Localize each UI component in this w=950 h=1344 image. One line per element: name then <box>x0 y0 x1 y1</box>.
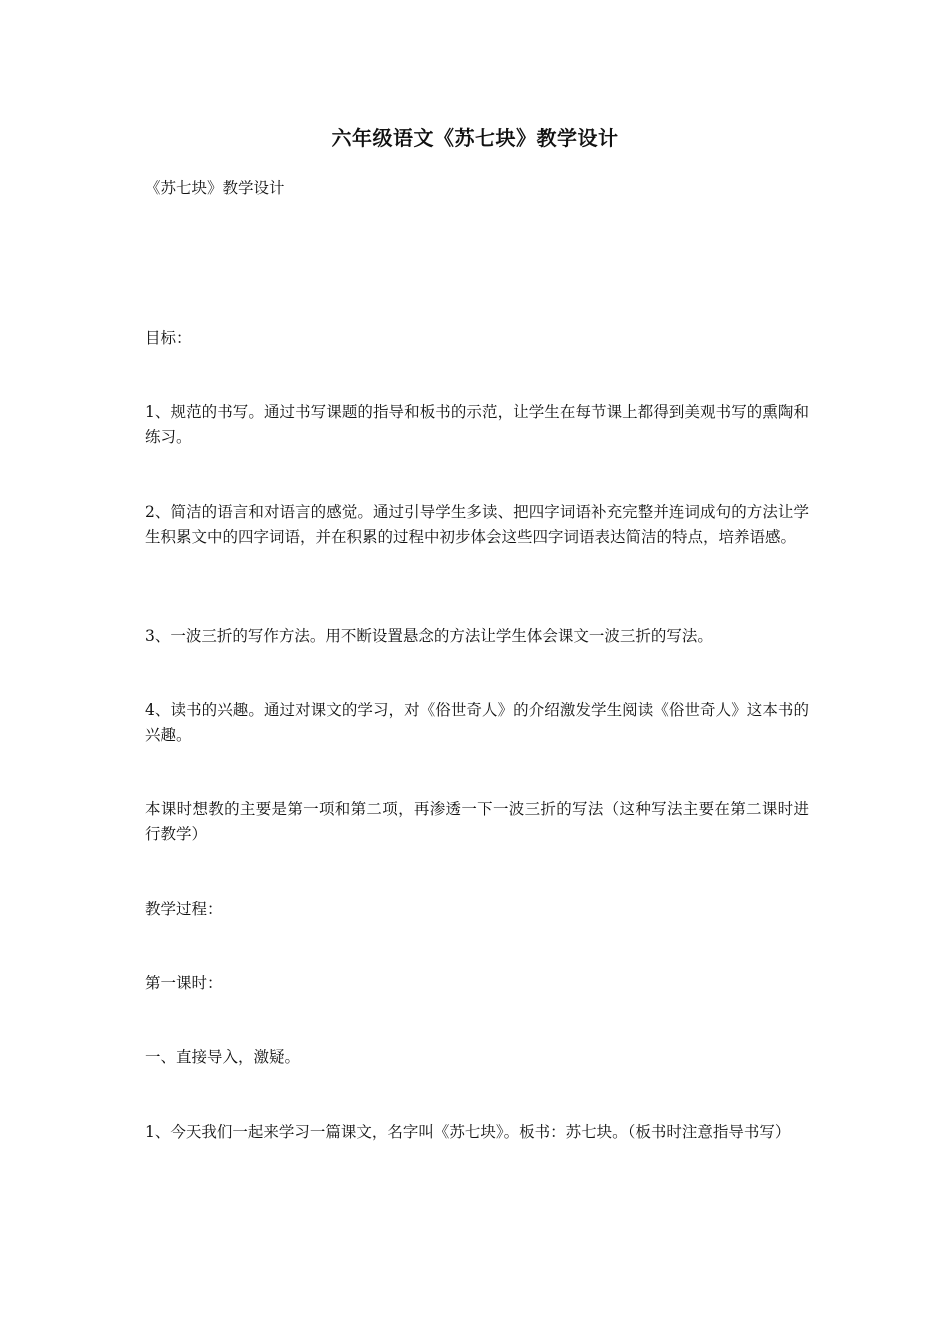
document-title: 六年级语文《苏七块》教学设计 <box>331 126 619 150</box>
goals-heading: 目标： <box>145 329 192 347</box>
process-heading: 教学过程： <box>145 900 223 918</box>
lesson-heading: 第一课时： <box>145 974 223 992</box>
goal-item-3: 3、一波三折的写作方法。用不断设置悬念的方法让学生体会课文一波三折的写法。 <box>145 627 713 645</box>
document-subtitle: 《苏七块》教学设计 <box>145 179 285 197</box>
step-item-1: 1、今天我们一起来学习一篇课文，名字叫《苏七块》。板书：苏七块。（板书时注意指导书写） <box>145 1123 791 1141</box>
goal-item-4: 4、读书的兴趣。通过对课文的学习，对《俗世奇人》的介绍激发学生阅读《俗世奇人》这本书的兴趣。 <box>145 701 809 744</box>
goal-item-1: 1、规范的书写。通过书写课题的指导和板书的示范，让学生在每节课上都得到美观书写的熏陶和练习。 <box>145 403 809 446</box>
focus-note: 本课时想教的主要是第一项和第二项，再渗透一下一波三折的写法（这种写法主要在第二课时进行教学） <box>145 800 809 843</box>
section-heading-one: 一、直接导入，激疑。 <box>145 1048 301 1066</box>
goal-item-2: 2、简洁的语言和对语言的感觉。通过引导学生多读、把四字词语补充完整并连词成句的方法让学生积累文中的四字词语，并在积累的过程中初步体会这些四字词语表达简洁的特点，培养语感。 <box>145 503 809 546</box>
